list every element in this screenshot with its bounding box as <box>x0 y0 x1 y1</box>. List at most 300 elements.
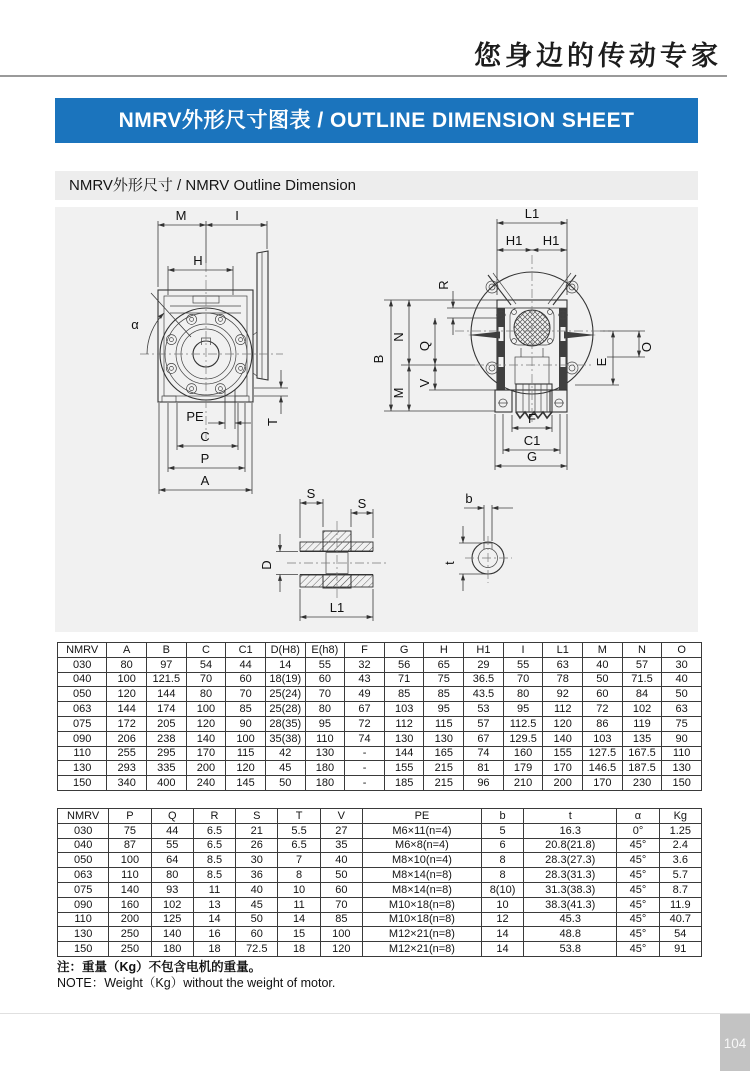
table-cell: M10×18(n=8) <box>362 897 481 912</box>
page-number: 104 <box>723 1036 747 1051</box>
column-header: S <box>236 809 278 824</box>
table-cell: 80 <box>107 657 147 672</box>
table-cell: 92 <box>543 687 583 702</box>
table-cell: 74 <box>464 746 504 761</box>
table-cell: 35(38) <box>265 731 305 746</box>
table-cell: 11.9 <box>659 897 701 912</box>
table-cell: 250 <box>109 927 151 942</box>
footer-divider <box>0 1013 750 1014</box>
table-cell: 185 <box>384 776 424 791</box>
table-cell: 63 <box>662 702 702 717</box>
table-cell: 75 <box>424 672 464 687</box>
table-cell: 14 <box>481 942 523 957</box>
table-cell: 130 <box>58 761 107 776</box>
dim-label-n: N <box>391 332 406 342</box>
table-row <box>58 761 702 776</box>
table-cell: 110 <box>58 912 109 927</box>
table-cell: 400 <box>147 776 187 791</box>
table-cell: 5.5 <box>278 823 320 838</box>
table-cell: 200 <box>543 776 583 791</box>
table-cell: 040 <box>58 838 109 853</box>
table-cell: 8.5 <box>193 868 235 883</box>
technical-drawing-panel <box>55 207 698 632</box>
dim-label-o: O <box>639 341 654 353</box>
table-cell: 21 <box>236 823 278 838</box>
table-cell: 90 <box>226 716 266 731</box>
table-cell: 55 <box>503 657 543 672</box>
table-cell: 36 <box>236 868 278 883</box>
table-cell: M6×11(n=4) <box>362 823 481 838</box>
table-cell: 93 <box>151 882 193 897</box>
table-cell: 25(24) <box>265 687 305 702</box>
table-cell: 43 <box>345 672 385 687</box>
table-cell: 31.3(38.3) <box>524 882 617 897</box>
table-cell: 91 <box>659 942 701 957</box>
table-cell: 180 <box>305 776 345 791</box>
table-cell: 140 <box>186 731 226 746</box>
table-row <box>58 746 702 761</box>
table-cell: 090 <box>58 731 107 746</box>
table-cell: 240 <box>186 776 226 791</box>
table-cell: 74 <box>345 731 385 746</box>
page-number-tab <box>720 1014 750 1071</box>
outline-dimension-table-1 <box>57 642 702 791</box>
table-row <box>58 672 702 687</box>
dim-label-d: D <box>259 560 274 570</box>
table-cell: 43.5 <box>464 687 504 702</box>
table-cell: 5 <box>481 823 523 838</box>
table-cell: 18(19) <box>265 672 305 687</box>
table-cell: 16.3 <box>524 823 617 838</box>
table-cell: 11 <box>193 882 235 897</box>
table-cell: 170 <box>543 761 583 776</box>
column-header: D(H8) <box>265 643 305 658</box>
table-cell: 85 <box>424 687 464 702</box>
table-cell: 71 <box>384 672 424 687</box>
page-title: NMRV外形尺寸图表 / OUTLINE DIMENSION SHEET <box>55 98 698 143</box>
table-cell: 115 <box>226 746 266 761</box>
table-cell: 110 <box>305 731 345 746</box>
column-header: H1 <box>464 643 504 658</box>
table-cell: 200 <box>109 912 151 927</box>
table-cell: 70 <box>186 672 226 687</box>
table-cell: 60 <box>320 882 362 897</box>
table-cell: 70 <box>305 687 345 702</box>
table-cell: 050 <box>58 687 107 702</box>
table-row <box>58 838 702 853</box>
dim-label-key-t: t <box>442 561 457 565</box>
table-cell: 230 <box>622 776 662 791</box>
dim-label-s-right: S <box>357 496 367 511</box>
table-cell: 090 <box>58 897 109 912</box>
table-cell: 70 <box>503 672 543 687</box>
table-cell: 100 <box>320 927 362 942</box>
column-header: NMRV <box>58 643 107 658</box>
table-cell: 8.7 <box>659 882 701 897</box>
table-cell: 29 <box>464 657 504 672</box>
table-cell: 28.3(31.3) <box>524 868 617 883</box>
table-cell: 55 <box>151 838 193 853</box>
table-cell: 174 <box>147 702 187 717</box>
table-cell: 50 <box>583 672 623 687</box>
table-cell: 38.3(41.3) <box>524 897 617 912</box>
table-cell: 25(28) <box>265 702 305 717</box>
dim-label-h: H <box>193 253 203 268</box>
table-cell: 295 <box>147 746 187 761</box>
table-cell: M8×14(n=8) <box>362 882 481 897</box>
table-cell: 206 <box>107 731 147 746</box>
table-cell: 238 <box>147 731 187 746</box>
table-cell: 121.5 <box>147 672 187 687</box>
table-cell: 075 <box>58 882 109 897</box>
table-cell: 84 <box>622 687 662 702</box>
table-cell: 040 <box>58 672 107 687</box>
table-cell: 10 <box>481 897 523 912</box>
dim-label-b: B <box>371 354 386 364</box>
dimension-drawing <box>55 207 698 632</box>
table-cell: 96 <box>464 776 504 791</box>
table-cell: M6×8(n=4) <box>362 838 481 853</box>
table-cell: 150 <box>662 776 702 791</box>
table-cell: 81 <box>464 761 504 776</box>
table-cell: 50 <box>265 776 305 791</box>
table-cell: 60 <box>583 687 623 702</box>
table-cell: 18 <box>278 942 320 957</box>
table-cell: - <box>345 776 385 791</box>
column-header: F <box>345 643 385 658</box>
table-cell: 8 <box>481 853 523 868</box>
dim-label-q: Q <box>417 340 432 352</box>
table-cell: 14 <box>265 657 305 672</box>
table-row <box>58 942 702 957</box>
table-cell: 48.8 <box>524 927 617 942</box>
column-header: Q <box>151 809 193 824</box>
table-cell: 255 <box>107 746 147 761</box>
table-cell: 20.8(21.8) <box>524 838 617 853</box>
table-cell: M10×18(n=8) <box>362 912 481 927</box>
header-divider <box>0 75 727 77</box>
table-cell: 28(35) <box>265 716 305 731</box>
table-cell: 30 <box>662 657 702 672</box>
table-cell: 030 <box>58 823 109 838</box>
table-cell: 210 <box>503 776 543 791</box>
table-row <box>58 716 702 731</box>
table-cell: 45° <box>617 838 659 853</box>
brand-slogan: 您身边的传动专家 <box>474 41 722 72</box>
table-cell: 45 <box>265 761 305 776</box>
hollow-shaft-section <box>259 486 386 621</box>
table-row <box>58 882 702 897</box>
table-cell: 215 <box>424 776 464 791</box>
table-cell: 155 <box>543 746 583 761</box>
table-cell: - <box>345 746 385 761</box>
table-cell: 16 <box>193 927 235 942</box>
column-header: b <box>481 809 523 824</box>
table-cell: 11 <box>278 897 320 912</box>
table-cell: 56 <box>384 657 424 672</box>
table-cell: 50 <box>662 687 702 702</box>
table-cell: 12 <box>481 912 523 927</box>
table-cell: 45.3 <box>524 912 617 927</box>
dim-label-g: G <box>526 449 538 464</box>
table-cell: 95 <box>424 702 464 717</box>
column-header: P <box>109 809 151 824</box>
column-header: R <box>193 809 235 824</box>
table-cell: 293 <box>107 761 147 776</box>
table-cell: 60 <box>236 927 278 942</box>
table-cell: 85 <box>384 687 424 702</box>
table-cell: 54 <box>186 657 226 672</box>
table-row <box>58 868 702 883</box>
table-cell: 15 <box>278 927 320 942</box>
table-cell: 8(10) <box>481 882 523 897</box>
table-cell: 140 <box>109 882 151 897</box>
flange-plate <box>257 251 268 380</box>
table-cell: 250 <box>109 942 151 957</box>
table-cell: 110 <box>662 746 702 761</box>
table-cell: 45° <box>617 882 659 897</box>
table-cell: 110 <box>58 746 107 761</box>
table-cell: 6.5 <box>193 838 235 853</box>
table-cell: 45 <box>236 897 278 912</box>
table-cell: 90 <box>662 731 702 746</box>
dim-label-l1-shaft: L1 <box>329 600 345 615</box>
table-cell: 030 <box>58 657 107 672</box>
table-cell: 80 <box>186 687 226 702</box>
column-header: C <box>186 643 226 658</box>
column-header: H <box>424 643 464 658</box>
column-header: T <box>278 809 320 824</box>
table-cell: 335 <box>147 761 187 776</box>
table-cell: 63 <box>543 657 583 672</box>
note-chinese: 注：重量（Kg）不包含电机的重量。 <box>57 960 262 974</box>
table-cell: 102 <box>622 702 662 717</box>
table-cell: 130 <box>384 731 424 746</box>
dim-label-t: T <box>265 418 280 426</box>
table-cell: 45° <box>617 912 659 927</box>
table-cell: 44 <box>226 657 266 672</box>
table-cell: 187.5 <box>622 761 662 776</box>
table-cell: M8×14(n=8) <box>362 868 481 883</box>
table-cell: - <box>345 761 385 776</box>
table-cell: 45° <box>617 897 659 912</box>
table-cell: 050 <box>58 853 109 868</box>
table-cell: 075 <box>58 716 107 731</box>
table-cell: 144 <box>107 702 147 717</box>
column-header: NMRV <box>58 809 109 824</box>
dim-label-alpha: α <box>131 317 139 332</box>
table-cell: 8 <box>481 868 523 883</box>
table-cell: 112.5 <box>503 716 543 731</box>
table-cell: 60 <box>226 672 266 687</box>
table-header-row <box>58 643 702 658</box>
table-cell: 140 <box>543 731 583 746</box>
table-cell: 18 <box>193 942 235 957</box>
dim-label-m-side: M <box>391 387 406 399</box>
table-cell: 54 <box>659 927 701 942</box>
table-cell: 26 <box>236 838 278 853</box>
table-cell: 160 <box>109 897 151 912</box>
table-cell: 205 <box>147 716 187 731</box>
dim-label-f: F <box>528 411 536 426</box>
table-cell: 40 <box>583 657 623 672</box>
table-cell: 170 <box>186 746 226 761</box>
table-cell: 100 <box>226 731 266 746</box>
table-cell: M12×21(n=8) <box>362 942 481 957</box>
table-cell: 67 <box>464 731 504 746</box>
table-cell: 49 <box>345 687 385 702</box>
table-cell: 32 <box>345 657 385 672</box>
column-header: Kg <box>659 809 701 824</box>
dim-label-v: V <box>417 378 432 388</box>
table-cell: 200 <box>186 761 226 776</box>
table-cell: 14 <box>278 912 320 927</box>
dim-label-i: I <box>235 208 239 223</box>
table-cell: M12×21(n=8) <box>362 927 481 942</box>
table-cell: 146.5 <box>583 761 623 776</box>
front-view <box>131 208 288 494</box>
table-cell: 160 <box>503 746 543 761</box>
table-cell: 150 <box>58 942 109 957</box>
table-cell: 80 <box>151 868 193 883</box>
column-header: I <box>503 643 543 658</box>
table-row <box>58 897 702 912</box>
table-row <box>58 853 702 868</box>
table-cell: 57 <box>622 657 662 672</box>
column-header: G <box>384 643 424 658</box>
table-cell: 145 <box>226 776 266 791</box>
table-header-row <box>58 809 702 824</box>
column-header: M <box>583 643 623 658</box>
column-header: N <box>622 643 662 658</box>
table-cell: 3.6 <box>659 853 701 868</box>
table-cell: 120 <box>186 716 226 731</box>
table-cell: 103 <box>583 731 623 746</box>
table-row <box>58 702 702 717</box>
table-cell: 95 <box>305 716 345 731</box>
column-header: A <box>107 643 147 658</box>
table-cell: 063 <box>58 702 107 717</box>
dim-label-l1-side: L1 <box>524 207 540 221</box>
table-cell: 97 <box>147 657 187 672</box>
dim-label-s-left: S <box>306 486 316 501</box>
table-cell: 14 <box>193 912 235 927</box>
table-cell: 179 <box>503 761 543 776</box>
table-cell: 340 <box>107 776 147 791</box>
table-cell: 120 <box>320 942 362 957</box>
table-cell: 115 <box>424 716 464 731</box>
table-cell: 102 <box>151 897 193 912</box>
table-cell: 50 <box>236 912 278 927</box>
table-cell: 167.5 <box>622 746 662 761</box>
table-cell: 100 <box>109 853 151 868</box>
table-cell: 80 <box>503 687 543 702</box>
column-header: C1 <box>226 643 266 658</box>
table-cell: 120 <box>543 716 583 731</box>
table-cell: 71.5 <box>622 672 662 687</box>
column-header: V <box>320 809 362 824</box>
table-notes <box>57 959 335 991</box>
table-cell: 6.5 <box>278 838 320 853</box>
table-cell: 72.5 <box>236 942 278 957</box>
keyway-section <box>442 491 513 591</box>
table-cell: 72 <box>583 702 623 717</box>
table-row <box>58 927 702 942</box>
table-row <box>58 912 702 927</box>
table-cell: 27 <box>320 823 362 838</box>
table-cell: 70 <box>320 897 362 912</box>
column-header: PE <box>362 809 481 824</box>
table-cell: M8×10(n=4) <box>362 853 481 868</box>
dim-label-c1: C1 <box>523 433 541 448</box>
table-cell: 45° <box>617 942 659 957</box>
column-header: O <box>662 643 702 658</box>
dim-label-h1-left: H1 <box>505 233 523 248</box>
table-cell: 127.5 <box>583 746 623 761</box>
table-row <box>58 776 702 791</box>
table-cell: 45° <box>617 853 659 868</box>
table-cell: 130 <box>58 927 109 942</box>
outline-dimension-table-2 <box>57 808 702 957</box>
table-cell: 28.3(27.3) <box>524 853 617 868</box>
column-header: t <box>524 809 617 824</box>
table-cell: 45° <box>617 927 659 942</box>
table-cell: 65 <box>424 657 464 672</box>
table-cell: 78 <box>543 672 583 687</box>
table-cell: 165 <box>424 746 464 761</box>
table-cell: 112 <box>543 702 583 717</box>
table-cell: 75 <box>662 716 702 731</box>
table-cell: 44 <box>151 823 193 838</box>
table-cell: 13 <box>193 897 235 912</box>
dim-label-c: C <box>200 429 210 444</box>
table-cell: 180 <box>305 761 345 776</box>
table-cell: 6 <box>481 838 523 853</box>
table-cell: 86 <box>583 716 623 731</box>
table-cell: 50 <box>320 868 362 883</box>
column-header: α <box>617 809 659 824</box>
table-cell: 42 <box>265 746 305 761</box>
table-cell: 170 <box>583 776 623 791</box>
table-cell: 144 <box>384 746 424 761</box>
side-view <box>371 207 654 470</box>
table-cell: 100 <box>186 702 226 717</box>
table-cell: 8 <box>278 868 320 883</box>
table-cell: 100 <box>107 672 147 687</box>
dim-label-m: M <box>175 208 187 223</box>
table-cell: 36.5 <box>464 672 504 687</box>
table-cell: 8.5 <box>193 853 235 868</box>
table-cell: 60 <box>305 672 345 687</box>
table-cell: 14 <box>481 927 523 942</box>
table-cell: 53.8 <box>524 942 617 957</box>
table-cell: 112 <box>384 716 424 731</box>
table-cell: 140 <box>151 927 193 942</box>
table-cell: 2.4 <box>659 838 701 853</box>
table-cell: 10 <box>278 882 320 897</box>
table-cell: 57 <box>464 716 504 731</box>
table-cell: 40 <box>236 882 278 897</box>
table-cell: 120 <box>226 761 266 776</box>
table-cell: 130 <box>305 746 345 761</box>
table-cell: 130 <box>662 761 702 776</box>
column-header: L1 <box>543 643 583 658</box>
table-cell: 135 <box>622 731 662 746</box>
table-cell: 0° <box>617 823 659 838</box>
table-row <box>58 657 702 672</box>
dim-label-r: R <box>436 280 451 290</box>
section-title: NMRV外形尺寸 / NMRV Outline Dimension <box>55 171 698 200</box>
